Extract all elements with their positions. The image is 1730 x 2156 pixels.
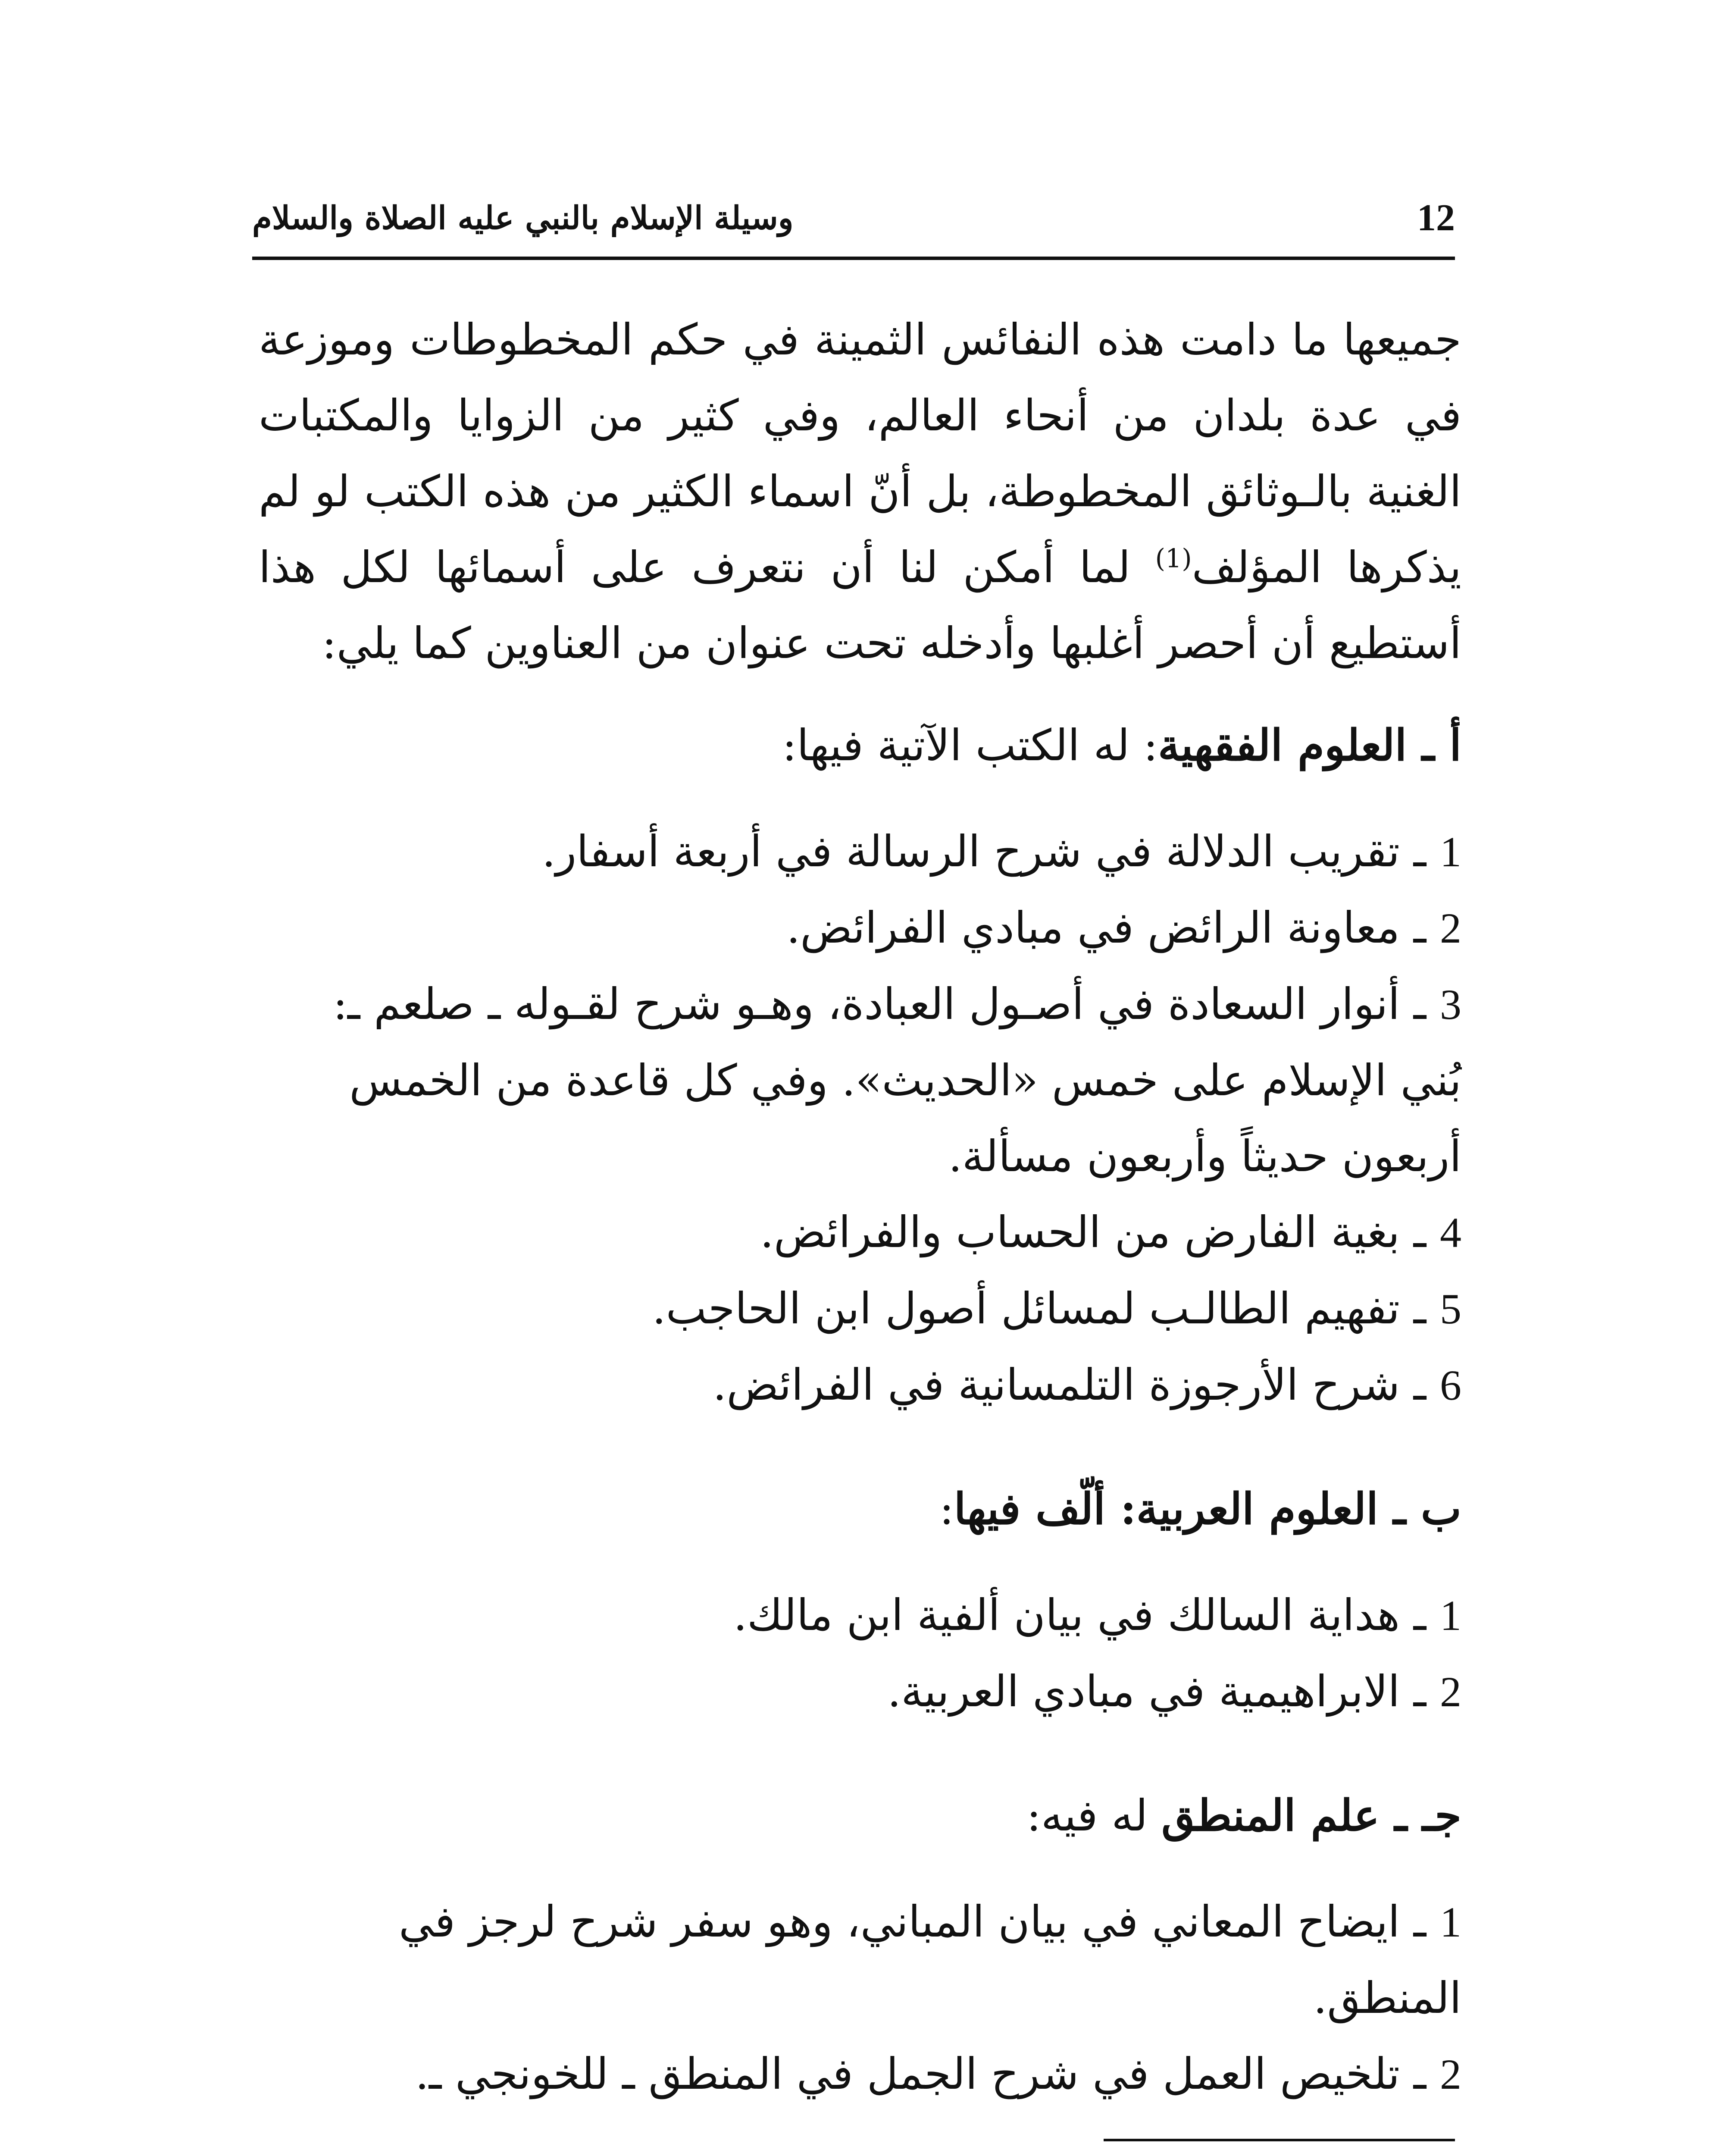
item-number: 2 xyxy=(1440,1668,1461,1716)
list-item xyxy=(259,2036,1461,2112)
section-heading-rest: له فيه: xyxy=(1026,1790,1162,1841)
list-item xyxy=(259,1271,1461,1347)
section-spacer xyxy=(259,1423,1461,1445)
section-heading-rest: : له الكتب الآتية فيها: xyxy=(782,720,1158,771)
intro-text-end: لما أمكن لنا أن نتعرف على أسمائها لكل هذا أستطيع أن أحصر أغلبها وأدخله تحت عنوان من العناوين كما يلي: xyxy=(259,542,1461,668)
header-rule xyxy=(252,257,1455,260)
list-item xyxy=(259,1884,1461,2036)
item-number: 1 xyxy=(1440,1592,1461,1639)
section-heading-rest: : xyxy=(939,1484,954,1534)
item-text: ـ هداية السالك في بيان ألفية ابن مالك. xyxy=(733,1590,1440,1640)
section-heading-title: ب ـ العلوم العربية: ألّف فيها xyxy=(954,1483,1461,1534)
item-text: ـ تلخيص العمل في شرح الجمل في المنطق ـ للخونجي ـ. xyxy=(415,2049,1440,2099)
item-text: ـ معاونة الرائض في مبادي الفرائض. xyxy=(786,903,1440,953)
intro-paragraph xyxy=(259,302,1461,681)
section-heading-title: جـ ـ علم المنطق xyxy=(1161,1790,1461,1841)
footnote-reference: (1) xyxy=(1155,543,1192,574)
item-number: 3 xyxy=(1440,981,1461,1028)
list-item xyxy=(259,1577,1461,1654)
page-header xyxy=(252,196,1455,248)
item-text: ـ شرح الأرجوزة التلمسانية في الفرائض. xyxy=(713,1360,1440,1410)
list-item xyxy=(259,1347,1461,1423)
list-item xyxy=(259,814,1461,890)
list-item xyxy=(259,1654,1461,1730)
section-heading-logic xyxy=(259,1777,1461,1854)
item-number: 6 xyxy=(1440,1361,1461,1409)
running-title: وسيلة الإسلام بالنبي عليه الصلاة والسلام xyxy=(252,200,794,237)
main-text xyxy=(259,302,1461,2112)
section-heading-arabic xyxy=(259,1471,1461,1547)
item-number: 1 xyxy=(1440,1898,1461,1946)
list-item xyxy=(259,966,1461,1194)
item-text: ـ تفهيم الطالـب لمسائل أصول ابن الحاجب. xyxy=(652,1283,1440,1334)
section-spacer xyxy=(259,1730,1461,1752)
list-fiqh-books xyxy=(259,814,1461,1423)
item-text: ـ أنوار السعادة في أصـول العبادة، وهـو شرح لقـوله ـ صلعم ـ: بُني الإسلام على خمس «الحديث». وفي كل قاعدة من الخمس أربعون حديثاً وأربعون مسألة. xyxy=(333,979,1461,1181)
item-text: ـ تقريب الدلالة في شرح الرسالة في أربعة أسفار. xyxy=(542,826,1440,877)
list-logic-books xyxy=(259,1884,1461,2112)
item-number: 5 xyxy=(1440,1285,1461,1333)
page-number: 12 xyxy=(1417,197,1455,239)
item-number: 4 xyxy=(1440,1209,1461,1257)
list-item xyxy=(259,1194,1461,1271)
item-number: 1 xyxy=(1440,828,1461,876)
list-arabic-books xyxy=(259,1577,1461,1730)
item-text: ـ بغية الفارض من الحساب والفرائض. xyxy=(760,1207,1440,1257)
item-number: 2 xyxy=(1440,904,1461,952)
item-number: 2 xyxy=(1440,2050,1461,2098)
footnote-rule xyxy=(1104,2139,1455,2141)
section-heading-fiqh xyxy=(259,707,1461,783)
section-heading-title: أ ـ العلوم الفقهية xyxy=(1158,720,1461,771)
item-text: ـ الابراهيمية في مبادي العربية. xyxy=(887,1666,1440,1717)
item-text: ـ ايضاح المعاني في بيان المباني، وهو سفر شرح لرجز في المنطق. xyxy=(398,1896,1461,2023)
intro-text-start: جميعها ما دامت هذه النفائس الثمينة في حكم المخطوطات وموزعة في عدة بلدان من أنحاء العالم، وفي كثير من الزوايا والمكتبات الغنية بالـوثائق المخطوطة، بل أنّ اسماء الكثير من هذه الكتب لو لم يذكرها المؤلف xyxy=(259,314,1462,592)
list-item xyxy=(259,890,1461,966)
